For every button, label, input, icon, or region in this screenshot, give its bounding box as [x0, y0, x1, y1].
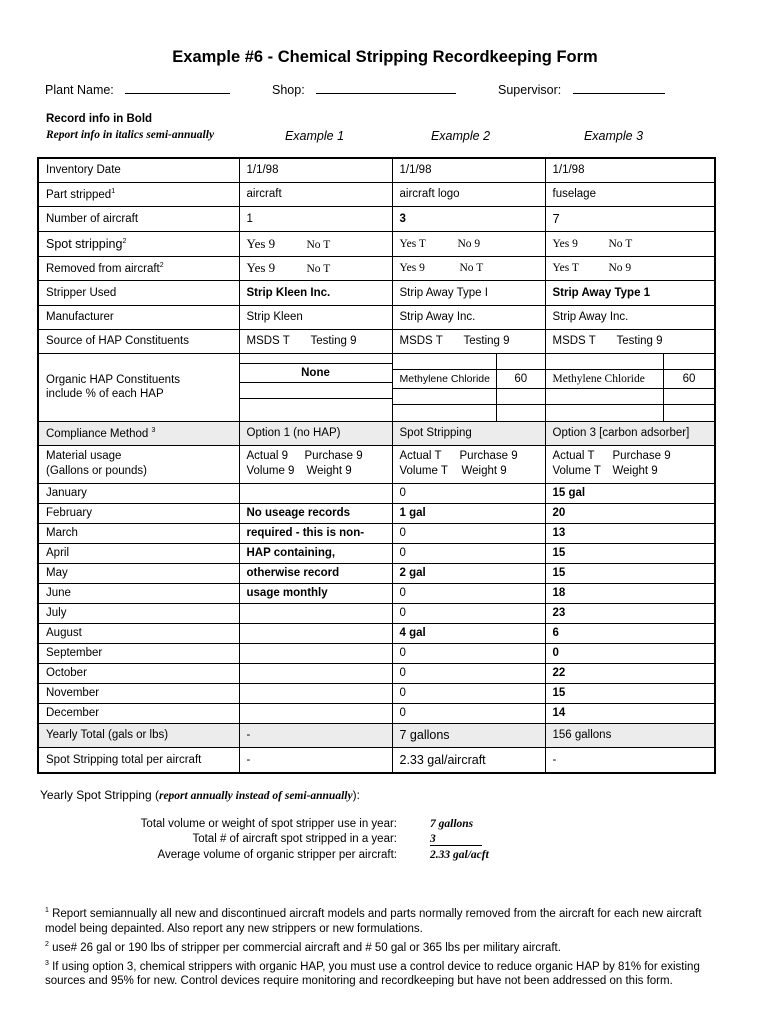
cell[interactable]: 2.33 gal/aircraft — [392, 747, 545, 773]
table-row — [38, 421, 715, 445]
cell[interactable]: 0 — [392, 483, 545, 503]
cell[interactable]: aircraft — [239, 182, 392, 206]
month-row — [38, 683, 715, 703]
cell[interactable]: 2 gal — [392, 563, 545, 583]
cell[interactable]: 22 — [545, 663, 715, 683]
cell[interactable] — [239, 603, 392, 623]
summary-label: Total # of aircraft spot stripped in a year: — [192, 833, 397, 845]
cell[interactable] — [239, 643, 392, 663]
month-row — [38, 583, 715, 603]
summary-value: 2.33 gal/acft — [430, 849, 489, 861]
cell[interactable]: 7 — [545, 206, 715, 231]
plant-name-label: Plant Name: — [45, 83, 114, 97]
month-label: September — [38, 643, 239, 663]
month-row — [38, 523, 715, 543]
hap-name[interactable]: Methylene Chloride — [393, 369, 497, 388]
month-label: May — [38, 563, 239, 583]
month-row — [38, 643, 715, 663]
msds-testing-checkbox[interactable]: MSDS T Testing 9 — [392, 329, 545, 353]
hap-name[interactable]: Methylene Chloride — [546, 369, 664, 388]
cell[interactable]: 0 — [392, 703, 545, 723]
row-label: Compliance Method $^3$ — [38, 421, 239, 445]
shop-line[interactable] — [316, 83, 456, 94]
summary-value: 3 — [430, 833, 482, 846]
cell[interactable]: 13 — [545, 523, 715, 543]
month-label: July — [38, 603, 239, 623]
month-label: April — [38, 543, 239, 563]
footnotes — [45, 903, 725, 989]
yes-no-checkbox[interactable]: Yes 9 No T — [239, 256, 392, 280]
month-label: October — [38, 663, 239, 683]
yes-no-checkbox[interactable]: Yes 9 No T — [545, 231, 715, 256]
cell[interactable]: - — [545, 747, 715, 773]
row-label: Yearly Total (gals or lbs) — [38, 723, 239, 747]
cell[interactable]: - — [239, 723, 392, 747]
cell[interactable]: required - this is non- — [239, 523, 392, 543]
cell[interactable]: 3 — [392, 206, 545, 231]
cell[interactable]: Strip Kleen — [239, 305, 392, 329]
cell[interactable]: 1/1/98 — [239, 158, 392, 182]
table-row — [38, 182, 715, 206]
cell[interactable]: HAP containing, — [239, 543, 392, 563]
cell[interactable]: Spot Stripping — [392, 421, 545, 445]
cell[interactable]: 15 — [545, 563, 715, 583]
cell[interactable]: 0 — [392, 543, 545, 563]
cell[interactable]: Strip Away Inc. — [545, 305, 715, 329]
hap-percent[interactable]: 60 — [664, 369, 715, 388]
spot-total-row — [38, 747, 715, 773]
cell[interactable]: 0 — [392, 643, 545, 663]
cell[interactable]: 0 — [392, 663, 545, 683]
row-label: Stripper Used — [38, 280, 239, 305]
cell[interactable]: Option 3 [carbon adsorber] — [545, 421, 715, 445]
month-row — [38, 503, 715, 523]
cell[interactable]: 0 — [392, 603, 545, 623]
summary-heading: Yearly Spot Stripping (report annually instead of semi-annually): — [40, 788, 360, 802]
row-label: Source of HAP Constituents — [38, 329, 239, 353]
supervisor-label: Supervisor: — [498, 83, 562, 97]
row-label: Material usage (Gallons or pounds) — [38, 445, 239, 483]
month-label: August — [38, 623, 239, 643]
page-title: Example #6 - Chemical Stripping Recordkeeping Form — [172, 48, 598, 66]
cell[interactable]: 0 — [392, 683, 545, 703]
month-row — [38, 663, 715, 683]
cell[interactable] — [239, 663, 392, 683]
month-label: March — [38, 523, 239, 543]
cell[interactable]: usage monthly — [239, 583, 392, 603]
cell[interactable]: 1/1/98 — [392, 158, 545, 182]
shop-label: Shop: — [272, 83, 305, 97]
row-label: Number of aircraft — [38, 206, 239, 231]
month-row — [38, 483, 715, 503]
cell[interactable]: 156 gallons — [545, 723, 715, 747]
cell[interactable]: 18 — [545, 583, 715, 603]
cell[interactable] — [239, 483, 392, 503]
month-row — [38, 623, 715, 643]
cell[interactable]: 0 — [545, 643, 715, 663]
table-row — [38, 305, 715, 329]
hap-cell — [239, 353, 392, 421]
hap-percent[interactable]: 60 — [497, 369, 545, 388]
month-label: February — [38, 503, 239, 523]
cell[interactable]: 15 — [545, 683, 715, 703]
plant-name-line[interactable] — [125, 83, 230, 94]
cell[interactable]: 14 — [545, 703, 715, 723]
cell[interactable]: 23 — [545, 603, 715, 623]
cell[interactable]: otherwise record — [239, 563, 392, 583]
cell[interactable] — [239, 703, 392, 723]
supervisor-field[interactable] — [498, 83, 665, 97]
cell[interactable]: No useage records — [239, 503, 392, 523]
row-label: Manufacturer — [38, 305, 239, 329]
row-label: Spot Stripping total per aircraft — [38, 747, 239, 773]
cell[interactable]: fuselage — [545, 182, 715, 206]
footnote-2: $^2$ use# 26 gal or 190 lbs of stripper per commercial aircraft and # 50 gal or 365 lbs per military aircraft. — [45, 940, 561, 954]
footnote-3-cont: sources and 95% for new. Control devices require monitoring and recordkeeping but have not been addressed on this form. — [45, 975, 673, 988]
cell[interactable]: 1 — [239, 206, 392, 231]
cell[interactable]: 4 gal — [392, 623, 545, 643]
month-label: June — [38, 583, 239, 603]
yes-no-checkbox[interactable]: Yes T No 9 — [392, 231, 545, 256]
legend-italic: Report info in italics semi-annually — [46, 129, 215, 141]
cell[interactable]: aircraft logo — [392, 182, 545, 206]
table-row — [38, 280, 715, 305]
summary-label: Total volume or weight of spot stripper use in year: — [140, 818, 397, 830]
footnote-3: $^3$ If using option 3, chemical strippers with organic HAP, you must use a control device to reduce organic HAP by 81% for existing — [45, 959, 700, 973]
cell[interactable]: Strip Away Inc. — [392, 305, 545, 329]
row-label: Part stripped$^1$ — [38, 182, 239, 206]
summary-value: 7 gallons — [430, 818, 474, 830]
cell[interactable]: 1 gal — [392, 503, 545, 523]
cell[interactable]: 7 gallons — [392, 723, 545, 747]
month-label: December — [38, 703, 239, 723]
hap-cell — [545, 353, 715, 421]
table-row — [38, 445, 715, 483]
footnote-1: $^1$ Report semiannually all new and discontinued aircraft models and parts normally removed from the aircraft for each new aircraft — [45, 907, 702, 920]
table-row — [38, 158, 715, 182]
example-2-heading: Example 2 — [430, 129, 491, 143]
material-checkboxes[interactable]: Actual 9 Purchase 9 Volume 9 Weight 9 — [239, 445, 392, 483]
material-checkboxes[interactable]: Actual T Purchase 9 Volume T Weight 9 — [545, 445, 715, 483]
month-row — [38, 563, 715, 583]
cell[interactable]: Strip Kleen Inc. — [239, 280, 392, 305]
cell[interactable] — [239, 623, 392, 643]
month-row — [38, 703, 715, 723]
cell[interactable]: Strip Away Type I — [392, 280, 545, 305]
summary-label: Average volume of organic stripper per aircraft: — [157, 849, 397, 861]
hap-name[interactable]: None — [240, 363, 392, 382]
example-1-heading: Example 1 — [284, 129, 345, 143]
cell[interactable]: 15 — [545, 543, 715, 563]
row-label: Removed from aircraft$^2$ — [38, 256, 239, 280]
supervisor-line[interactable] — [573, 83, 665, 94]
example-3-heading: Example 3 — [583, 129, 644, 143]
month-row — [38, 603, 715, 623]
hap-cell — [392, 353, 545, 421]
table-row — [38, 231, 715, 256]
table-row — [38, 256, 715, 280]
record-table — [37, 157, 716, 774]
row-label: Spot stripping$^2$ — [38, 231, 239, 256]
cell[interactable]: 6 — [545, 623, 715, 643]
legend-bold: Record info in Bold — [46, 113, 153, 125]
cell[interactable] — [239, 683, 392, 703]
month-row — [38, 543, 715, 563]
row-label: Organic HAP Constituents include % of each HAP — [38, 353, 239, 421]
footnote-1-cont: model being depainted. Also report any new strippers or new formulations. — [45, 922, 423, 935]
cell[interactable]: 1/1/98 — [545, 158, 715, 182]
month-label: January — [38, 483, 239, 503]
table-row — [38, 353, 715, 421]
cell[interactable]: Strip Away Type 1 — [545, 280, 715, 305]
yearly-total-row — [38, 723, 715, 747]
yes-no-checkbox[interactable]: Yes 9 No T — [392, 256, 545, 280]
table-row — [38, 206, 715, 231]
cell[interactable]: 15 gal — [545, 483, 715, 503]
cell[interactable]: 0 — [392, 583, 545, 603]
msds-testing-checkbox[interactable]: MSDS T Testing 9 — [545, 329, 715, 353]
material-checkboxes[interactable]: Actual T Purchase 9 Volume T Weight 9 — [392, 445, 545, 483]
shop-field[interactable] — [272, 83, 456, 97]
cell[interactable]: Option 1 (no HAP) — [239, 421, 392, 445]
month-label: November — [38, 683, 239, 703]
cell[interactable]: 0 — [392, 523, 545, 543]
plant-name-field[interactable] — [45, 83, 230, 97]
yes-no-checkbox[interactable]: Yes T No 9 — [545, 256, 715, 280]
cell[interactable]: - — [239, 747, 392, 773]
yes-no-checkbox[interactable]: Yes 9 No T — [239, 231, 392, 256]
cell[interactable]: 20 — [545, 503, 715, 523]
msds-testing-checkbox[interactable]: MSDS T Testing 9 — [239, 329, 392, 353]
row-label: Inventory Date — [38, 158, 239, 182]
table-row — [38, 329, 715, 353]
